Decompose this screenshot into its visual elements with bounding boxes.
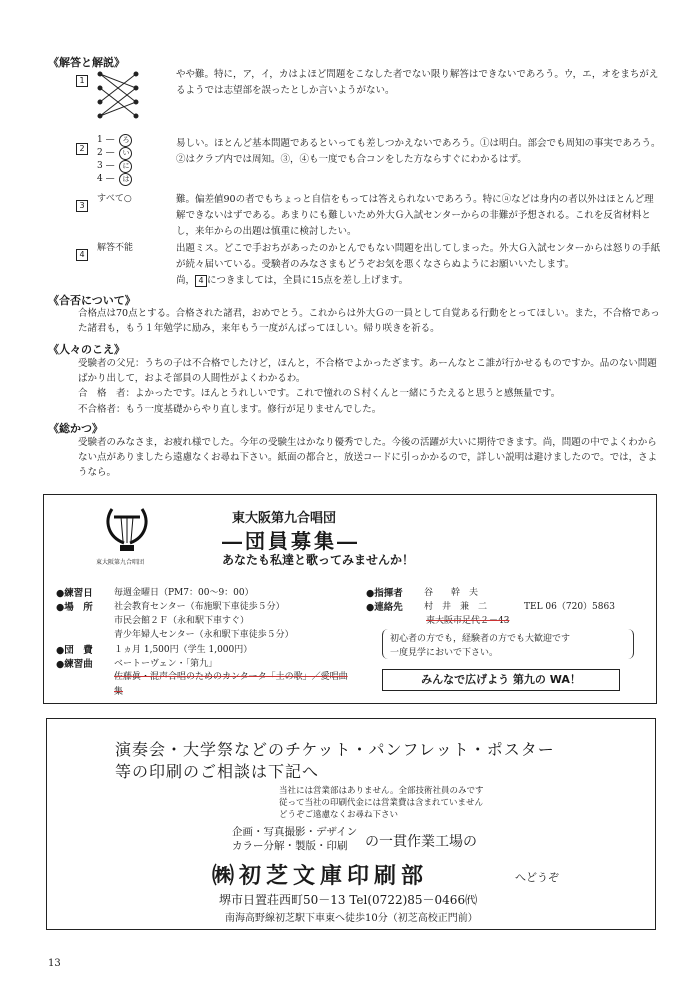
company-address: 堺市日置荘西町50－13 Tel(0722)85－0466㈹ bbox=[219, 893, 478, 907]
summary-text: 受験者のみなさま，お疲れ様でした。今年の受験生はかなり優秀でした。今後の活躍が大いに期待できます。尚，問題の中でよくわからない点がありましたら遠慮なくお尋ね下さい。紙面の都合と，放送コードに引っかかるので，詳しい説明は避けましたので。では，さようなら。 bbox=[78, 437, 658, 478]
q1-explanation: やや難。特に，ア，イ，カはよほど問題をこなした者でない限り解答はできないであろう。ウ，エ，オをまちがえるようでは志望部を誤ったとしか言いようがない。 bbox=[176, 69, 659, 96]
q3-explanation: 難。偏差値90の者でもちょっと自信をもっては答えられないであろう。特にⓐなどは身内の者以外はほとんど理解できないはずである。あまりにも難しいため外大Ｇ入試センターからの非難が予想される。これを反省材料とし，来年からの出題は慎重に検討したい。 bbox=[176, 194, 654, 237]
q4-number: 4 bbox=[76, 242, 88, 261]
q2-answer-row: 4 — は bbox=[97, 173, 157, 186]
conductor-label: ●指揮者 bbox=[366, 588, 403, 599]
contact-name: 村 井 兼 二 bbox=[424, 602, 488, 612]
q1-number: 1 bbox=[76, 68, 88, 87]
printing-service-2: カラー分解・製版・印刷 bbox=[232, 840, 348, 852]
printing-line-1: 演奏会・大学祭などのチケット・パンフレット・ポスター bbox=[115, 740, 555, 759]
contact-tel: TEL 06（720）5863 bbox=[524, 602, 615, 612]
slogan-box: みんなで広げよう 第九の WA！ bbox=[382, 669, 620, 691]
practice-day-label: ●練習日 bbox=[56, 588, 93, 599]
company-name: ㈱初芝文庫印刷部 bbox=[212, 863, 429, 889]
place-label: ●場 所 bbox=[56, 602, 93, 613]
voices-title: 《人々のこえ》 bbox=[48, 343, 125, 356]
q3-answer: すべて○ bbox=[97, 194, 132, 204]
voice-parent: 受験者の父兄：うちの子は不合格でしたけど，ほんと，不合格でよかったざます。あーんなとこ誰が行かせるものですか。品のない問題ばかり出して，およそ部員の人間性がよくわかるわ。 bbox=[78, 358, 657, 384]
song-1: ベートーヴェン・「第九」 bbox=[114, 659, 218, 669]
printing-note-1: 当社には営業部はありません。全部技術社員のみです bbox=[279, 786, 484, 796]
page-number: 13 bbox=[48, 958, 61, 969]
lyre-logo-icon bbox=[102, 503, 152, 555]
q3-number: 3 bbox=[76, 193, 88, 212]
q2-answers bbox=[97, 134, 157, 186]
recruit-subheadline: あなたも私達と歌ってみませんか！ bbox=[222, 553, 415, 567]
printing-service-1: 企画・写真撮影・デザイン bbox=[232, 826, 358, 838]
fee-label: ●団 費 bbox=[56, 645, 93, 656]
place-1: 社会教育センター（布施駅下車徒歩５分） bbox=[114, 602, 285, 612]
practice-day: 毎週金曜日（PM7：00～9：00） bbox=[114, 588, 254, 598]
company-access: 南海高野線初芝駅下車東へ徒歩10分（初芝高校正門前） bbox=[225, 913, 478, 924]
choir-recruitment-ad bbox=[43, 494, 657, 704]
q4-text-1: 出題ミス。どこで手おちがあったのかとんでもない問題を出してしまった。外大Ｇ入試センターからは怒りの手紙が続々届いている。受験者のみなさまもどうぞお気を悪くなさらぬようにお願いいたします。 bbox=[176, 243, 661, 270]
company-suffix: へどうぞ bbox=[515, 871, 559, 884]
voice-passer: 合 格 者：よかったです。ほんとうれしいです。これで憧れのＳ村くんと一緒にうたえると思うと感無量です。 bbox=[78, 388, 561, 399]
choir-name: 東大阪第九合唱団 bbox=[232, 511, 337, 526]
q2-explanation: 易しい。ほとんど基本問題であるといっても差しつかえないであろう。①は明白。部会でも周知の事実であろう。②はクラブ内では周知。③，④も一度でも合コンをした方ならすぐにわかるはず。 bbox=[176, 138, 661, 165]
logo-caption: 東大阪第九合唱団 bbox=[96, 559, 145, 566]
printing-services bbox=[232, 825, 357, 853]
q2-answer-row: 2 — い bbox=[97, 147, 157, 160]
q4-answer: 解答不能 bbox=[97, 243, 134, 253]
q2-answer-row: 3 — に bbox=[97, 160, 157, 173]
note-2: 一度見学においで下さい。 bbox=[390, 648, 499, 658]
printing-notes bbox=[279, 785, 484, 821]
contact-label: ●連絡先 bbox=[366, 602, 403, 613]
q4-text-2: 尚， 4 につきましては，全員に15点を差し上げます。 bbox=[176, 275, 409, 286]
recruit-headline: ―団員募集― bbox=[222, 529, 360, 553]
voice-failer: 不合格者：もう一度基礎からやり直します。修行が足りませんでした。 bbox=[78, 404, 382, 415]
printing-service-3: の一貫作業工場の bbox=[365, 834, 477, 850]
printing-note-2: 従って当社の印刷代金には営業費は含まれていません bbox=[279, 798, 484, 808]
summary-title: 《総かつ》 bbox=[48, 422, 103, 435]
place-2: 市民会館２Ｆ（永和駅下車すぐ） bbox=[114, 616, 250, 626]
answers-title: 《解答と解説》 bbox=[48, 56, 125, 69]
contact-address: 東大阪市足代２－43 bbox=[426, 616, 510, 626]
q4-explanation bbox=[176, 241, 661, 289]
printing-note-3: どうぞご遠慮なくお尋ね下さい bbox=[279, 810, 399, 820]
songs-label: ●練習曲 bbox=[56, 659, 93, 670]
note-1: 初心者の方でも，経験者の方でも大歓迎です bbox=[390, 634, 571, 644]
fee: １ヵ月 1,500円（学生 1,000円） bbox=[114, 645, 253, 655]
printing-ad bbox=[46, 718, 656, 930]
q1-diagram bbox=[96, 70, 140, 126]
q2-number: 2 bbox=[76, 136, 88, 155]
pass-text: 合格点は70点とする。合格された諸君，おめでとう。これからは外大Ｇの一員として自覚ある行動をとってほしい。また，不合格であった諸君も，もう１年勉学に励み，来年もう一度がんばってほしい。帰り咲きを祈る。 bbox=[78, 308, 660, 334]
song-2: 佐藤眞・混声合唱のためのカンタータ「土の歌」／愛唱曲集 bbox=[114, 672, 348, 697]
pass-title: 《合否について》 bbox=[48, 294, 136, 307]
q2-answer-row: 1 — ろ bbox=[97, 134, 157, 147]
place-3: 青少年婦人センター（永和駅下車徒歩５分） bbox=[114, 630, 294, 640]
conductor: 谷 幹 夫 bbox=[424, 588, 479, 598]
printing-line-2: 等の印刷のご相談は下記へ bbox=[115, 762, 320, 781]
